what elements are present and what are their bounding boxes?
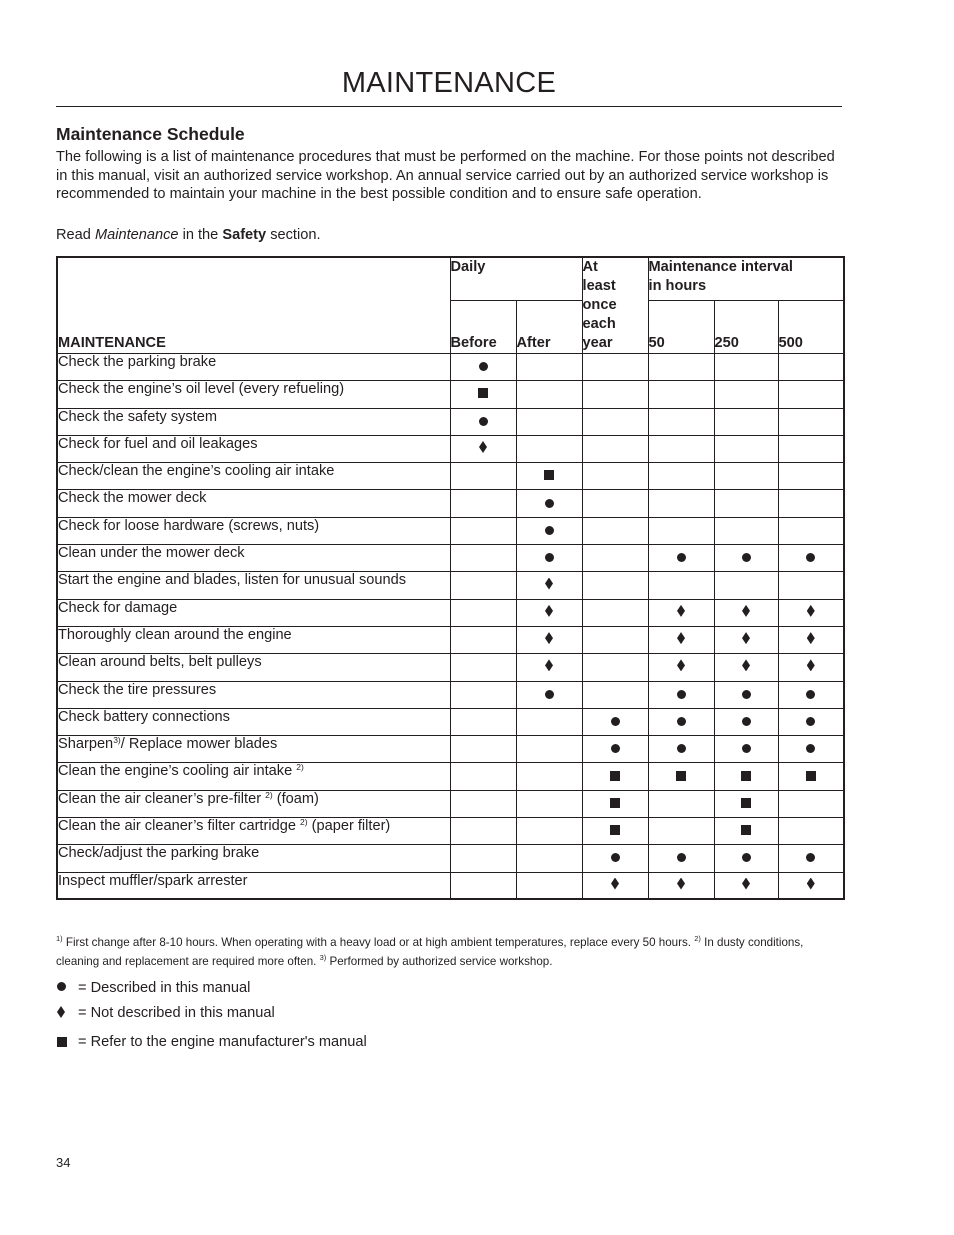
- square-icon: [676, 771, 686, 781]
- task-cell: Clean around belts, belt pulleys: [57, 654, 450, 681]
- square-icon: [610, 798, 620, 808]
- schedule-cell: [714, 572, 778, 599]
- bullet-icon: [677, 717, 686, 726]
- schedule-cell: [778, 790, 844, 817]
- schedule-cell: [778, 435, 844, 462]
- schedule-cell: [516, 408, 582, 435]
- schedule-cell: [450, 435, 516, 462]
- schedule-cell: [582, 708, 648, 735]
- diamond-icon: [742, 605, 750, 617]
- title-rule: [56, 106, 842, 107]
- table-row: [57, 408, 844, 435]
- schedule-cell: [582, 845, 648, 872]
- schedule-cell: [450, 381, 516, 408]
- table-row: [57, 381, 844, 408]
- task-cell: Check the parking brake: [57, 354, 450, 381]
- schedule-cell: [450, 845, 516, 872]
- schedule-cell: [582, 435, 648, 462]
- schedule-cell: [778, 736, 844, 763]
- task-cell: Check the tire pressures: [57, 681, 450, 708]
- schedule-cell: [648, 845, 714, 872]
- schedule-cell: [582, 872, 648, 899]
- schedule-cell: [714, 599, 778, 626]
- page-title: MAINTENANCE: [341, 67, 557, 99]
- table-row: [57, 463, 844, 490]
- schedule-cell: [450, 708, 516, 735]
- schedule-cell: [516, 572, 582, 599]
- header-yearly: At least once each year: [582, 257, 648, 354]
- schedule-cell: [648, 354, 714, 381]
- square-icon: [741, 798, 751, 808]
- header-250: 250: [714, 301, 778, 354]
- schedule-cell: [582, 517, 648, 544]
- schedule-cell: [516, 599, 582, 626]
- schedule-cell: [516, 654, 582, 681]
- schedule-cell: [778, 599, 844, 626]
- diamond-icon: [807, 878, 815, 890]
- schedule-cell: [778, 763, 844, 790]
- bullet-icon: [742, 690, 751, 699]
- header-after: After: [516, 301, 582, 354]
- diamond-icon: [677, 878, 685, 890]
- schedule-cell: [516, 381, 582, 408]
- table-row: [57, 763, 844, 790]
- schedule-cell: [778, 681, 844, 708]
- diamond-icon: [742, 878, 750, 890]
- header-maintenance: MAINTENANCE: [57, 257, 450, 354]
- diamond-icon: [57, 1006, 65, 1018]
- schedule-cell: [516, 708, 582, 735]
- schedule-cell: [450, 408, 516, 435]
- schedule-cell: [714, 517, 778, 544]
- schedule-cell: [714, 790, 778, 817]
- intro-paragraph: The following is a list of maintenance procedures that must be performed on the machine. For those points not described in this manual, visit an authorized service workshop. An annual service carried out by an authorized service workshop is recommended to maintain your machine in the best possible condition and to ensure safe operation.: [56, 149, 835, 202]
- schedule-cell: [648, 517, 714, 544]
- bullet-icon: [677, 690, 686, 699]
- table-row: [57, 517, 844, 544]
- schedule-cell: [778, 463, 844, 490]
- square-icon: [741, 771, 751, 781]
- bullet-icon: [611, 853, 620, 862]
- schedule-cell: [648, 599, 714, 626]
- header-daily: Daily: [450, 257, 582, 301]
- schedule-cell: [450, 818, 516, 845]
- maintenance-schedule-table: [56, 256, 845, 900]
- schedule-cell: [714, 435, 778, 462]
- safety-reference: Safety: [222, 227, 267, 243]
- schedule-cell: [450, 654, 516, 681]
- schedule-cell: [714, 845, 778, 872]
- schedule-cell: [582, 790, 648, 817]
- schedule-cell: [582, 654, 648, 681]
- schedule-cell: [516, 872, 582, 899]
- schedule-cell: [778, 354, 844, 381]
- schedule-cell: [648, 736, 714, 763]
- schedule-cell: [516, 463, 582, 490]
- square-icon: [806, 771, 816, 781]
- header-500: 500: [778, 301, 844, 354]
- bullet-icon: [677, 853, 686, 862]
- schedule-cell: [778, 572, 844, 599]
- schedule-cell: [582, 408, 648, 435]
- bullet-icon: [742, 853, 751, 862]
- bullet-icon: [611, 717, 620, 726]
- schedule-cell: [516, 626, 582, 653]
- schedule-cell: [450, 872, 516, 899]
- bullet-icon: [545, 553, 554, 562]
- bullet-icon: [806, 717, 815, 726]
- table-row: [57, 681, 844, 708]
- schedule-cell: [516, 435, 582, 462]
- schedule-cell: [582, 736, 648, 763]
- schedule-cell: [648, 435, 714, 462]
- schedule-cell: [516, 354, 582, 381]
- schedule-cell: [516, 818, 582, 845]
- diamond-icon: [677, 659, 685, 671]
- schedule-cell: [714, 354, 778, 381]
- table-row: [57, 490, 844, 517]
- schedule-cell: [648, 381, 714, 408]
- table-row: [57, 708, 844, 735]
- schedule-cell: [582, 626, 648, 653]
- schedule-cell: [516, 845, 582, 872]
- schedule-cell: [648, 818, 714, 845]
- table-row: [57, 818, 844, 845]
- diamond-icon: [742, 632, 750, 644]
- section-heading: Maintenance Schedule: [56, 124, 245, 144]
- bullet-icon: [479, 362, 488, 371]
- schedule-cell: [450, 736, 516, 763]
- schedule-cell: [778, 408, 844, 435]
- schedule-cell: [648, 708, 714, 735]
- task-cell: Clean the engine’s cooling air intake $^{2)}$: [57, 763, 450, 790]
- schedule-cell: [450, 626, 516, 653]
- schedule-cell: [714, 736, 778, 763]
- task-cell: Check battery connections: [57, 708, 450, 735]
- task-cell: Check the safety system: [57, 408, 450, 435]
- schedule-cell: [778, 545, 844, 572]
- schedule-cell: [778, 490, 844, 517]
- schedule-cell: [450, 490, 516, 517]
- schedule-cell: [778, 654, 844, 681]
- schedule-cell: [450, 763, 516, 790]
- schedule-cell: [648, 490, 714, 517]
- diamond-icon: [807, 659, 815, 671]
- bullet-icon: [545, 526, 554, 535]
- bullet-icon: [611, 744, 620, 753]
- schedule-cell: [714, 763, 778, 790]
- bullet-icon: [57, 982, 66, 991]
- schedule-cell: [516, 681, 582, 708]
- schedule-cell: [582, 599, 648, 626]
- bullet-icon: [806, 690, 815, 699]
- task-cell: Inspect muffler/spark arrester: [57, 872, 450, 899]
- table-row: [57, 354, 844, 381]
- schedule-cell: [582, 763, 648, 790]
- schedule-cell: [516, 490, 582, 517]
- schedule-cell: [450, 517, 516, 544]
- schedule-cell: [648, 572, 714, 599]
- square-icon: [544, 470, 554, 480]
- schedule-cell: [778, 708, 844, 735]
- schedule-cell: [714, 381, 778, 408]
- bullet-icon: [742, 744, 751, 753]
- bullet-icon: [677, 744, 686, 753]
- diamond-icon: [545, 632, 553, 644]
- read-reference: Read Maintenance in the Safety section.: [56, 227, 321, 243]
- schedule-cell: [714, 545, 778, 572]
- schedule-cell: [714, 654, 778, 681]
- table-row: [57, 654, 844, 681]
- schedule-cell: [714, 490, 778, 517]
- table-row: [57, 545, 844, 572]
- footnotes: $^{1)}$ First change after 8-10 hours. When operating with a heavy load or at high ambient temperatures, replace every 50 hours. $^{2)}$ In dusty conditions, cleaning and replacement are required more often. $^{3)}$ Performed by authorized service workshop.: [56, 934, 804, 968]
- bullet-icon: [806, 744, 815, 753]
- maintenance-reference: Maintenance: [94, 227, 179, 243]
- bullet-icon: [545, 690, 554, 699]
- task-cell: Thoroughly clean around the engine: [57, 626, 450, 653]
- table-row: [57, 626, 844, 653]
- task-cell: Check for fuel and oil leakages: [57, 435, 450, 462]
- schedule-cell: [648, 408, 714, 435]
- schedule-cell: [648, 681, 714, 708]
- task-cell: Check the mower deck: [57, 490, 450, 517]
- schedule-cell: [714, 708, 778, 735]
- square-icon: [478, 388, 488, 398]
- schedule-cell: [648, 654, 714, 681]
- bullet-icon: [479, 417, 488, 426]
- bullet-icon: [806, 853, 815, 862]
- schedule-cell: [778, 818, 844, 845]
- task-cell: Check for loose hardware (screws, nuts): [57, 517, 450, 544]
- schedule-cell: [450, 790, 516, 817]
- schedule-cell: [778, 381, 844, 408]
- schedule-cell: [778, 517, 844, 544]
- table-row: [57, 599, 844, 626]
- schedule-cell: [648, 545, 714, 572]
- bullet-icon: [742, 553, 751, 562]
- bullet-icon: [677, 553, 686, 562]
- schedule-cell: [648, 626, 714, 653]
- square-icon: [610, 825, 620, 835]
- schedule-cell: [714, 818, 778, 845]
- task-cell: Check the engine’s oil level (every refueling): [57, 381, 450, 408]
- schedule-cell: [714, 681, 778, 708]
- diamond-icon: [545, 605, 553, 617]
- schedule-cell: [714, 626, 778, 653]
- square-icon: [57, 1037, 67, 1047]
- bullet-icon: [545, 499, 554, 508]
- task-cell: Clean the air cleaner’s pre-filter $^{2)}$ (foam): [57, 790, 450, 817]
- header-50: 50: [648, 301, 714, 354]
- task-cell: Clean the air cleaner’s filter cartridge $^{2)}$ (paper filter): [57, 818, 450, 845]
- schedule-cell: [778, 872, 844, 899]
- schedule-cell: [516, 545, 582, 572]
- schedule-cell: [516, 763, 582, 790]
- schedule-cell: [450, 463, 516, 490]
- schedule-cell: [582, 490, 648, 517]
- schedule-cell: [450, 681, 516, 708]
- page-number: 34: [56, 1155, 71, 1170]
- table-row: [57, 845, 844, 872]
- schedule-cell: [648, 872, 714, 899]
- bullet-icon: [806, 553, 815, 562]
- schedule-cell: [582, 572, 648, 599]
- table-row: [57, 872, 844, 899]
- table-row: [57, 435, 844, 462]
- diamond-icon: [807, 632, 815, 644]
- schedule-cell: [648, 463, 714, 490]
- square-icon: [741, 825, 751, 835]
- square-icon: [610, 771, 620, 781]
- schedule-cell: [714, 463, 778, 490]
- task-cell: Check/adjust the parking brake: [57, 845, 450, 872]
- schedule-cell: [714, 408, 778, 435]
- diamond-icon: [545, 578, 553, 590]
- schedule-cell: [778, 845, 844, 872]
- schedule-cell: [516, 736, 582, 763]
- schedule-cell: [516, 517, 582, 544]
- schedule-cell: [648, 790, 714, 817]
- schedule-cell: [582, 354, 648, 381]
- schedule-cell: [450, 545, 516, 572]
- task-cell: Sharpen$^{3)}$/ Replace mower blades: [57, 736, 450, 763]
- table-row: [57, 572, 844, 599]
- schedule-cell: [582, 681, 648, 708]
- schedule-cell: [714, 872, 778, 899]
- diamond-icon: [545, 659, 553, 671]
- schedule-cell: [516, 790, 582, 817]
- schedule-cell: [450, 599, 516, 626]
- schedule-cell: [450, 354, 516, 381]
- task-cell: Start the engine and blades, listen for unusual sounds: [57, 572, 450, 599]
- diamond-icon: [742, 659, 750, 671]
- schedule-cell: [648, 763, 714, 790]
- table-row: [57, 790, 844, 817]
- schedule-cell: [450, 572, 516, 599]
- schedule-cell: [582, 463, 648, 490]
- header-before: Before: [450, 301, 516, 354]
- header-interval: Maintenance interval in hours: [648, 257, 844, 301]
- diamond-icon: [611, 878, 619, 890]
- schedule-cell: [582, 818, 648, 845]
- task-cell: Check for damage: [57, 599, 450, 626]
- task-cell: Clean under the mower deck: [57, 545, 450, 572]
- schedule-cell: [582, 381, 648, 408]
- diamond-icon: [677, 605, 685, 617]
- table-row: [57, 736, 844, 763]
- schedule-cell: [778, 626, 844, 653]
- diamond-icon: [677, 632, 685, 644]
- diamond-icon: [479, 441, 487, 453]
- bullet-icon: [742, 717, 751, 726]
- diamond-icon: [807, 605, 815, 617]
- task-cell: Check/clean the engine’s cooling air intake: [57, 463, 450, 490]
- schedule-cell: [582, 545, 648, 572]
